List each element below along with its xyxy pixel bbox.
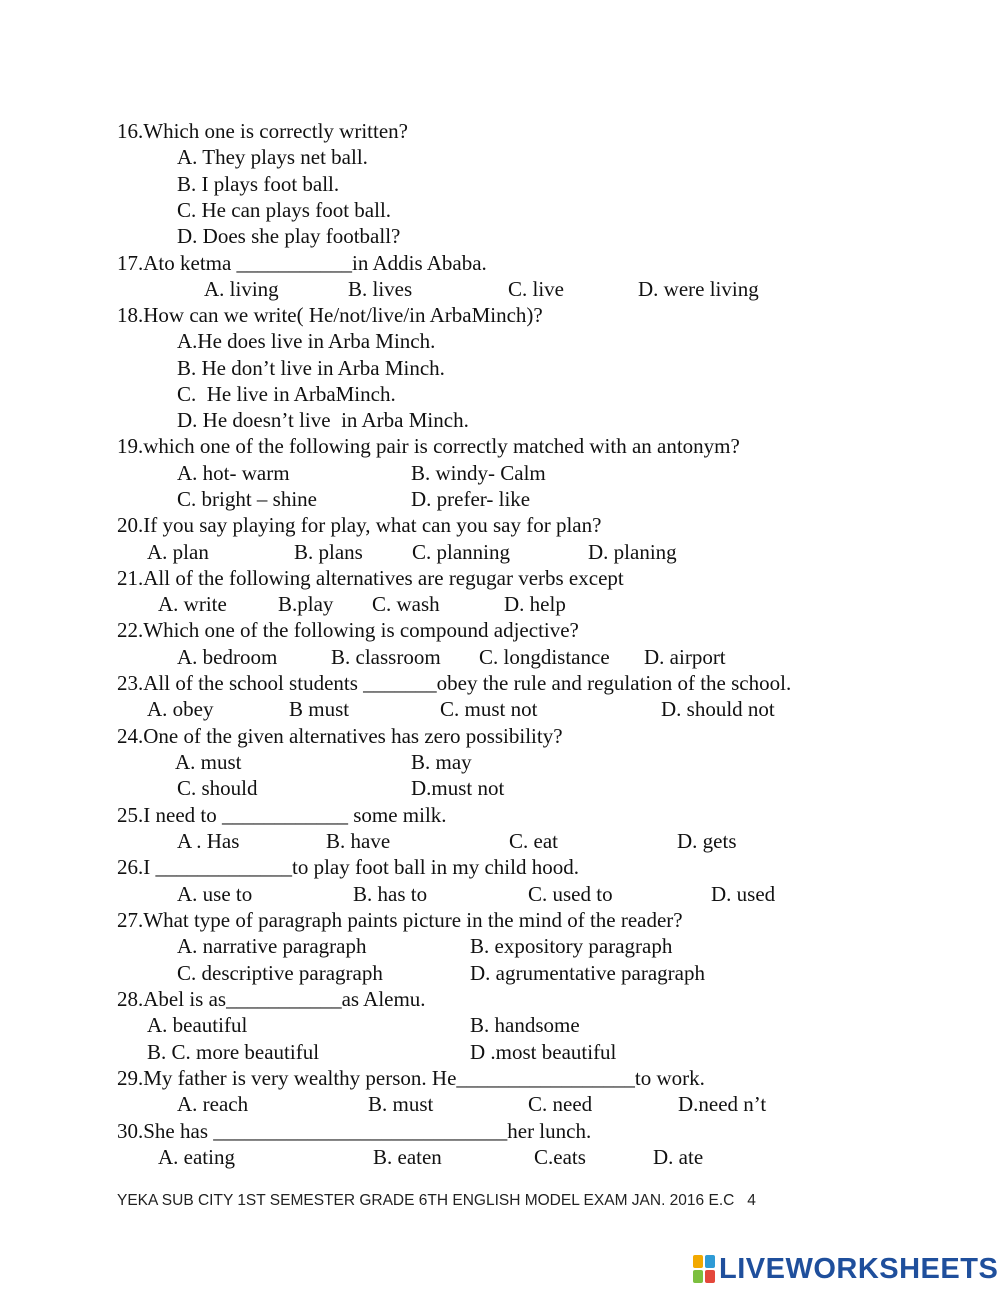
question-24: 24.One of the given alternatives has zero possibility? [117,724,563,748]
liveworksheets-wordmark: LIVEWORKSHEETS [719,1252,999,1285]
q29-option-c: C. need [528,1092,593,1116]
q30-option-c: C.eats [534,1145,586,1169]
question-19: 19.which one of the following pair is correctly matched with an antonym? [117,434,740,458]
question-30: 30.She has ____________________________her lunch. [117,1119,592,1143]
question-23: 23.All of the school students _______obey the rule and regulation of the school. [117,671,792,695]
q25-option-d: D. gets [677,829,737,853]
question-22: 22.Which one of the following is compound adjective? [117,618,579,642]
q19-option-c: C. bright – shine [177,487,317,511]
q16-option-c: C. He can plays foot ball. [177,198,392,222]
q20-option-d: D. planing [588,540,677,564]
q28-option-b: B. handsome [470,1013,580,1037]
q22-option-d: D. airport [644,645,726,669]
q18-option-d: D. He doesn’t live in Arba Minch. [177,408,469,432]
q24-option-c: C. should [177,776,258,800]
q20-option-c: C. planning [412,540,510,564]
q22-option-c: C. longdistance [479,645,610,669]
q24-option-d: D.must not [411,776,505,800]
logo-tile-1 [693,1255,703,1268]
question-28: 28.Abel is as___________as Alemu. [117,987,426,1011]
q28-option-c: B. C. more beautiful [147,1040,320,1064]
q29-option-a: A. reach [177,1092,249,1116]
q18-option-c: C. He live in ArbaMinch. [177,382,396,406]
question-21: 21.All of the following alternatives are regugar verbs except [117,566,624,590]
q23-option-a: A. obey [147,697,214,721]
q27-option-c: C. descriptive paragraph [177,961,383,985]
q20-option-a: A. plan [147,540,209,564]
q26-option-a: A. use to [177,882,253,906]
q16-option-d: D. Does she play football? [177,224,401,248]
liveworksheets-logo[interactable] [693,1252,998,1286]
q18-option-a: A.He does live in Arba Minch. [177,329,436,353]
q23-option-d: D. should not [661,697,775,721]
question-16: 16.Which one is correctly written? [117,119,408,143]
question-20: 20.If you say playing for play, what can you say for plan? [117,513,602,537]
q22-option-b: B. classroom [331,645,441,669]
q25-option-b: B. have [326,829,391,853]
q28-option-a: A. beautiful [147,1013,248,1037]
q17-option-a: A. living [204,277,279,301]
q30-option-a: A. eating [158,1145,235,1169]
page-footer: YEKA SUB CITY 1ST SEMESTER GRADE 6TH ENGLISH MODEL EXAM JAN. 2016 E.C 4 [117,1192,756,1209]
q26-option-b: B. has to [353,882,428,906]
q26-option-c: C. used to [528,882,613,906]
question-29: 29.My father is very wealthy person. He_________________to work. [117,1066,705,1090]
q19-option-d: D. prefer- like [411,487,531,511]
q19-option-b: B. windy- Calm [411,461,546,485]
q30-option-b: B. eaten [373,1145,442,1169]
q27-option-b: B. expository paragraph [470,934,673,958]
q24-option-b: B. may [411,750,472,774]
q27-option-a: A. narrative paragraph [177,934,367,958]
q17-option-c: C. live [508,277,564,301]
q22-option-a: A. bedroom [177,645,278,669]
q17-option-d: D. were living [638,277,759,301]
q25-option-c: C. eat [509,829,558,853]
q24-option-a: A. must [175,750,242,774]
q28-option-d: D .most beautiful [470,1040,617,1064]
q23-option-c: C. must not [440,697,538,721]
q20-option-b: B. plans [294,540,363,564]
q17-option-b: B. lives [348,277,413,301]
liveworksheets-logo-icon [693,1255,715,1283]
question-27: 27.What type of paragraph paints picture in the mind of the reader? [117,908,683,932]
q21-option-d: D. help [504,592,566,616]
q18-option-b: B. He don’t live in Arba Minch. [177,356,445,380]
q26-option-d: D. used [711,882,776,906]
q19-option-a: A. hot- warm [177,461,290,485]
logo-tile-2 [705,1255,715,1268]
q30-option-d: D. ate [653,1145,704,1169]
q27-option-d: D. agrumentative paragraph [470,961,705,985]
question-18: 18.How can we write( He/not/live/in ArbaMinch)? [117,303,543,327]
logo-tile-3 [693,1270,703,1283]
q21-option-c: C. wash [372,592,440,616]
q16-option-b: B. I plays foot ball. [177,172,340,196]
q23-option-b: B must [289,697,350,721]
question-26: 26.I _____________to play foot ball in my child hood. [117,855,579,879]
q21-option-b: B.play [278,592,334,616]
q29-option-d: D.need n’t [678,1092,767,1116]
question-25: 25.I need to ____________ some milk. [117,803,447,827]
question-17: 17.Ato ketma ___________in Addis Ababa. [117,251,487,275]
q25-option-a: A . Has [177,829,240,853]
logo-tile-4 [705,1270,715,1283]
q21-option-a: A. write [158,592,227,616]
q29-option-b: B. must [368,1092,434,1116]
q16-option-a: A. They plays net ball. [177,145,368,169]
